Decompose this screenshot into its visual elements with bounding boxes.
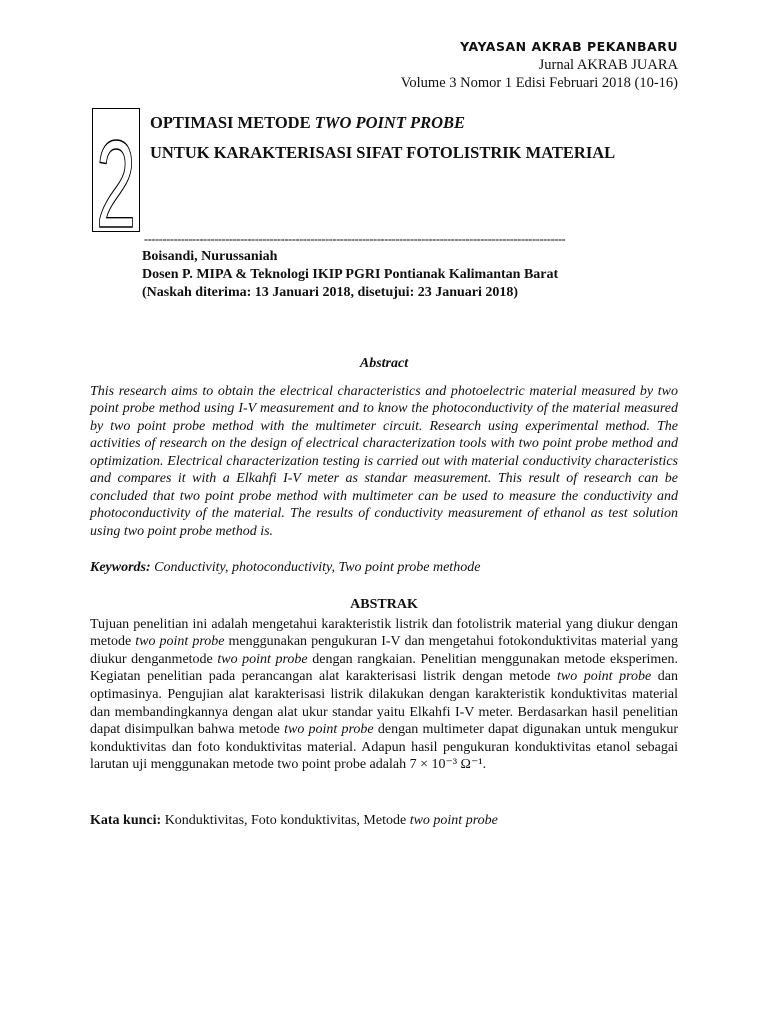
title-line-1: [150, 108, 710, 138]
article-number-badge: [92, 108, 140, 254]
kata-kunci-line: [90, 813, 678, 829]
abstrak-italic-2: two point probe: [217, 651, 308, 667]
abstrak-text-5: dengan multimeter dapat digunakan untuk mengukur konduktivitas dan foto konduktivitas material. Adapun hasil pengukuran konduktivitas etanol sebagai larutan uji menggunakan metode two point probe adalah: [90, 722, 678, 773]
abstrak-italic-3: two point probe: [557, 669, 652, 685]
abstract-english: [90, 355, 678, 540]
journal-header: [158, 38, 678, 92]
title-line-2: UNTUK KARAKTERISASI SIFAT FOTOLISTRIK MATERIAL: [150, 143, 616, 162]
kata-kunci-label: Kata kunci:: [90, 813, 162, 828]
kata-kunci-italic: two point probe: [409, 813, 498, 828]
article-title: [150, 108, 710, 168]
abstrak-text-2: menggunakan pengukuran I-V dan mengetahui fotokonduktivitas material yang diukur denganmetode: [90, 634, 678, 667]
journal-volume: Volume 3 Nomor 1 Edisi Februari 2018 (10-16): [400, 75, 678, 91]
abstrak-body: [90, 616, 678, 774]
title-line-1-text: OPTIMASI METODE: [150, 113, 315, 132]
author-names: Boisandi, Nurussaniah: [142, 249, 278, 264]
abstrak-text-4: dan optimasinya. Pengujian alat karakterisasi listrik dilakukan dengan karakteristik konduktivitas material dan membandingkannya dengan alat ukur standar yaitu Elkahfi I-V meter. Berdasarkan hasil penelitian dapat disimpulkan bahwa metode: [90, 669, 678, 738]
dashed-divider: ------------------------------------------------------------------------------------------------------------------: [144, 232, 566, 246]
article-number: 2: [96, 116, 136, 254]
manuscript-dates: (Naskah diterima: 13 Januari 2018, disetujui: 23 Januari 2018): [142, 285, 519, 300]
article-number-graphic: [93, 109, 139, 254]
title-line-1-italic: TWO POINT PROBE: [314, 113, 466, 132]
abstrak-text-6: .: [482, 757, 487, 773]
abstract-heading: Abstract: [359, 356, 409, 371]
abstrak-heading: ABSTRAK: [350, 597, 418, 612]
keywords-line: [90, 560, 678, 576]
keywords-text: Conductivity, photoconductivity, Two point probe methode: [150, 560, 481, 575]
abstrak-text-3: dengan rangkaian. Penelitian menggunakan metode eksperimen. Kegiatan penelitian pada perancangan alat karakterisasi listrik dengan metode: [90, 651, 678, 685]
keywords-label: Keywords:: [90, 560, 151, 575]
abstract-indonesian: [90, 596, 678, 774]
journal-organization: YAYASAN AKRAB PEKANBARU: [460, 39, 678, 54]
conductivity-formula: 7 × 10⁻³ Ω⁻¹: [409, 757, 483, 773]
abstrak-italic-1: two point probe: [135, 634, 225, 650]
kata-kunci-text: Konduktivitas, Foto konduktivitas, Metode: [161, 813, 410, 828]
journal-name: Jurnal AKRAB JUARA: [538, 57, 678, 73]
abstrak-italic-4: two point probe: [284, 722, 374, 738]
author-affiliation: Dosen P. MIPA & Teknologi IKIP PGRI Pontianak Kalimantan Barat: [142, 267, 559, 282]
abstract-body: This research aims to obtain the electrical characteristics and photoelectric material measured by two point probe method using I-V measurement and to know the photoconductivity of the material measured by two point probe method with the multimeter circuit. Research using experimental method. The activities of research on the design of electrical characterization tools with two point probe method and optimization. Electrical characterization testing is carried out with material conductivity characteristics and compares it with a Elkahfi I-V meter as standar measurement. This result of research can be concluded that two point probe method with multimeter can be used to measure the conductivity and photoconductivity of the material. The results of conductivity measurement of ethanol as test solution using two point probe method is.: [90, 383, 678, 539]
author-block: [142, 248, 702, 302]
abstrak-text-1: Tujuan penelitian ini adalah mengetahui karakteristik listrik dan fotolistrik material yang diukur dengan metode: [90, 616, 678, 650]
